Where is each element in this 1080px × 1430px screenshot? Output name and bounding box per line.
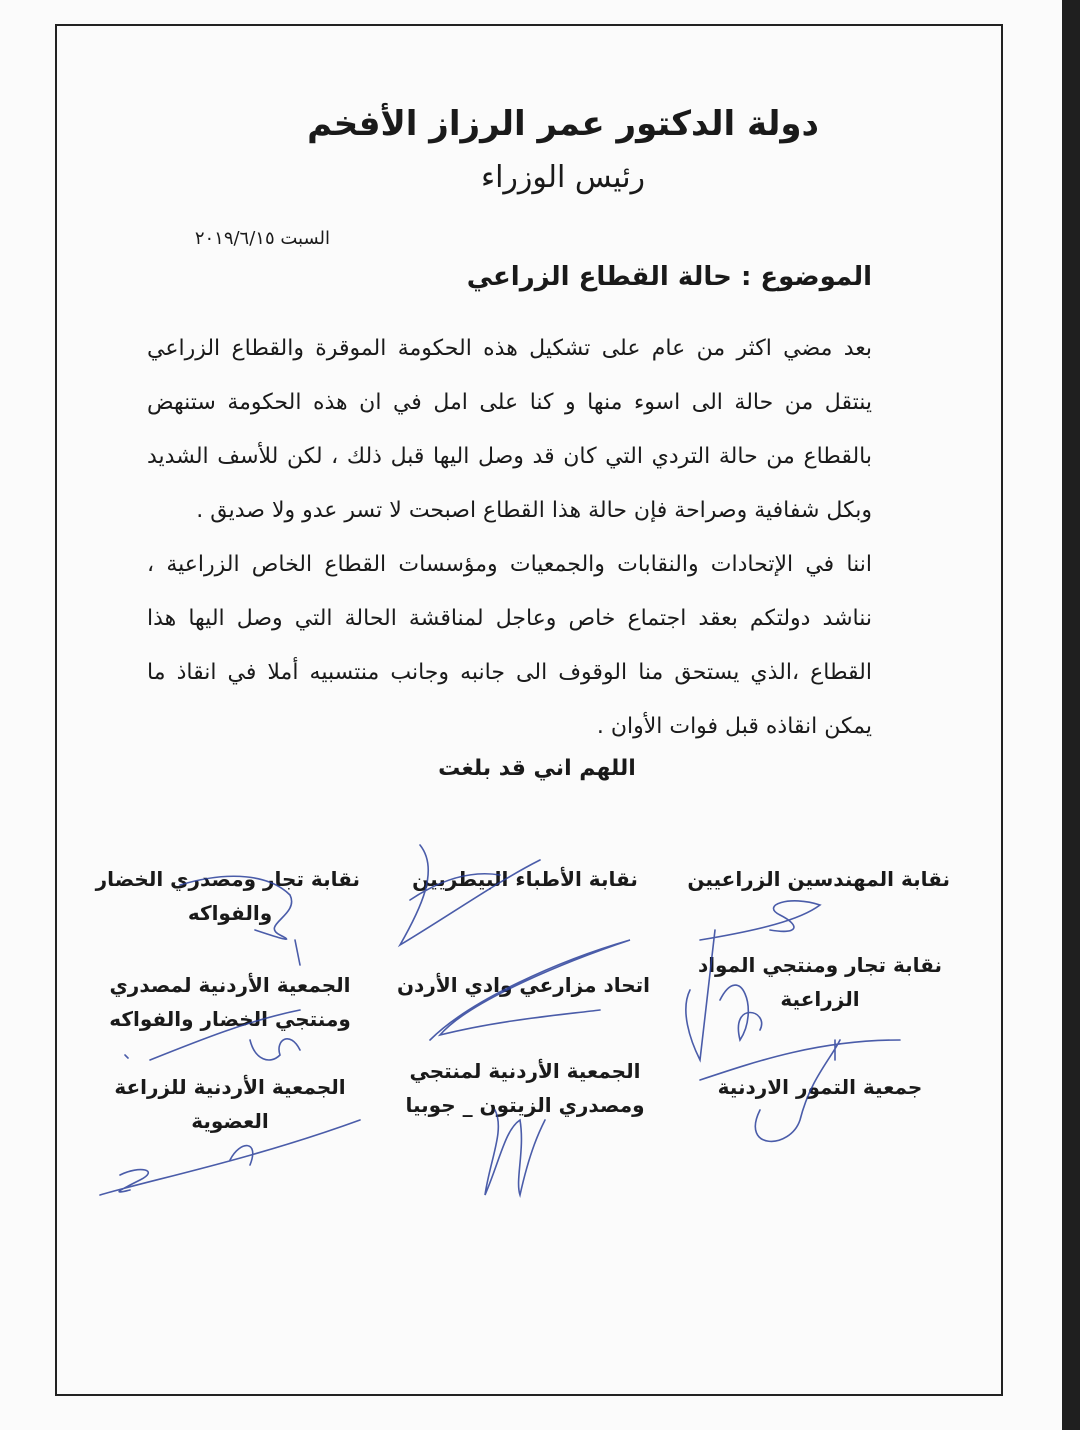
- signatory-veterinarians: نقابة الأطباء البيطريين: [412, 867, 638, 891]
- signatory-jordan-valley-farmers: اتحاد مزارعي وادي الأردن: [396, 973, 650, 997]
- signatory-vegetable-traders: نقابة تجار ومصدري الخضار والفواكه: [95, 867, 360, 925]
- addressee-title: دولة الدكتور عمر الرزاز الأفخم: [307, 104, 819, 144]
- closing-line: اللهم اني قد بلغت: [438, 756, 636, 781]
- addressee-role: رئيس الوزراء: [480, 160, 646, 195]
- letter-date: السبت ٢٠١٩/٦/١٥: [194, 228, 330, 249]
- signatory-olive-producers: الجمعية الأردنية لمنتجي ومصدري الزيتون _ جوبيا: [405, 1059, 645, 1117]
- signatory-organic-farming: الجمعية الأردنية للزراعة العضوية: [114, 1075, 346, 1133]
- body-paragraph-1: بعد مضي اكثر من عام على تشكيل هذه الحكومة الموقرة والقطاع الزراعي ينتقل من حالة الى اسوء منها و كنا على امل في ان هذه الحكومة ستنهض بالقطاع من حالة التردي التي كان قد وصل اليها قبل ذلك ، لكن للأسف الشديد وبكل شفافية وصراحة فإن حالة هذا القطاع اصبحت لا تسر عدو ولا صديق .: [147, 336, 872, 523]
- letter-subject: الموضوع : حالة القطاع الزراعي: [466, 262, 872, 292]
- body-paragraph-2: اننا في الإتحادات والنقابات والجمعيات ومؤسسات القطاع الخاص الزراعية ، نناشد دولتكم بعقد اجتماع خاص وعاجل لمناقشة الحالة التي وصل اليها هذا القطاع ،الذي يستحق منا الوقوف الى جانبه وجانب منتسبيه أملا في انقاذ ما يمكن انقاذه قبل فوات الأوان .: [147, 552, 872, 739]
- scan-edge: [1062, 0, 1080, 1430]
- signatory-agricultural-engineers: نقابة المهندسين الزراعيين: [687, 867, 950, 891]
- signatory-dates-association: جمعية التمور الاردنية: [717, 1075, 923, 1099]
- signatory-agri-materials-traders: نقابة تجار ومنتجي المواد الزراعية: [697, 953, 943, 1011]
- signatory-vegetable-exporters: الجمعية الأردنية لمصدري ومنتجي الخضار والفواكه: [109, 973, 351, 1031]
